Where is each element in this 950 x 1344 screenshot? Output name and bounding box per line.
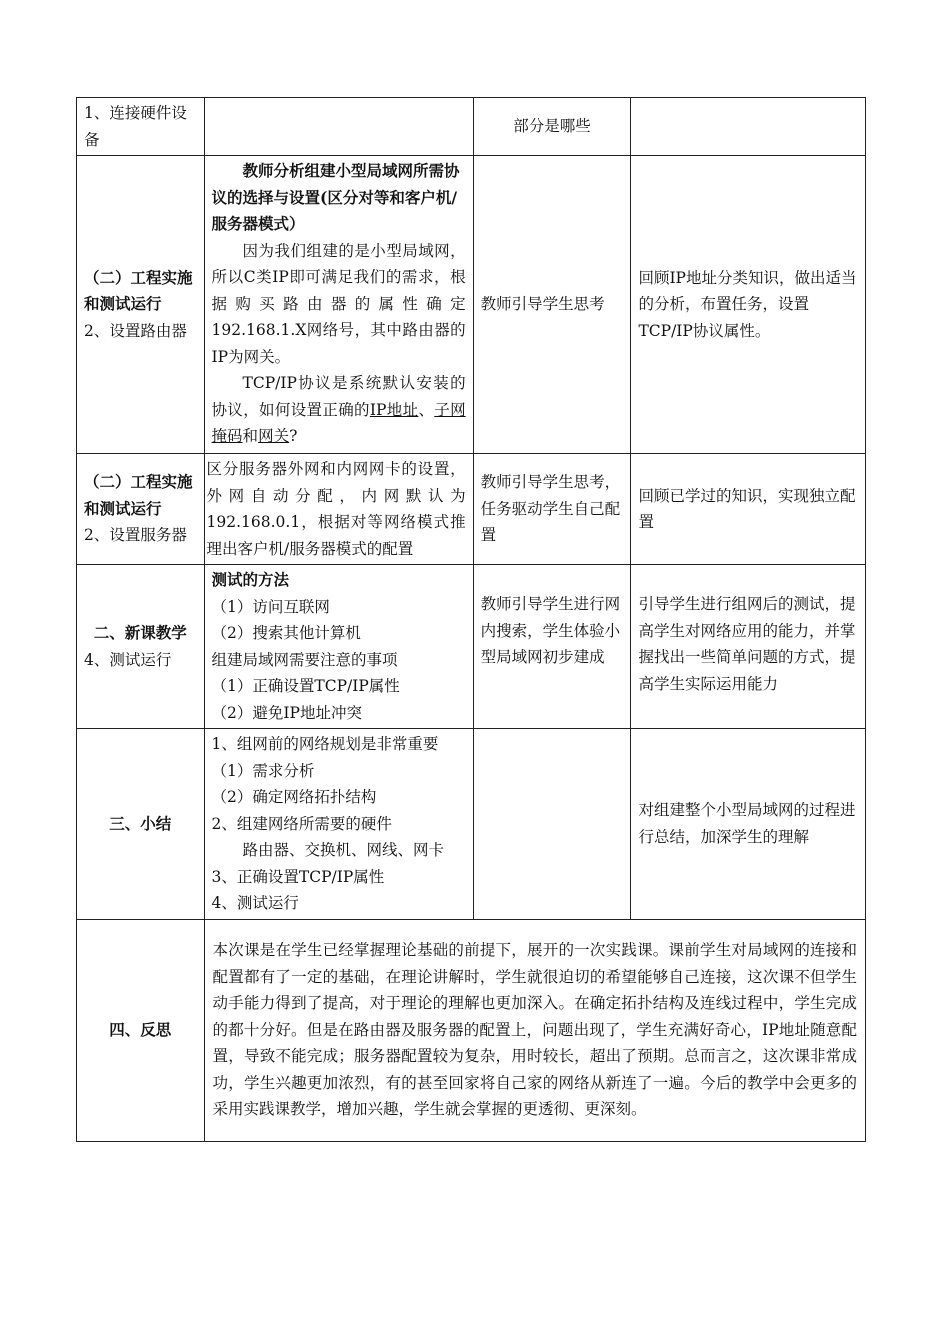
cell-purpose — [631, 565, 866, 729]
purpose-text: 回顾已学过的知识，实现独立配置 — [638, 486, 856, 531]
step-heading: 三、小结 — [109, 813, 172, 833]
content-text: 、 — [418, 400, 435, 419]
table-row — [77, 565, 866, 729]
cell-content — [204, 454, 473, 565]
cell-step — [77, 729, 205, 920]
content-line: 组建局域网需要注意的事项 — [211, 650, 398, 669]
step-heading: （二）工程实施和测试运行 — [84, 267, 193, 314]
content-line: （2）搜索其他计算机 — [211, 624, 361, 642]
content-line: 3、正确设置TCP/IP属性 — [211, 867, 385, 886]
ip-address-link[interactable]: IP地址 — [369, 400, 419, 419]
cell-teacher — [473, 565, 631, 729]
purpose-text: 对组建整个小型局域网的过程进行总结，加深学生的理解 — [638, 801, 856, 846]
cell-teacher — [473, 454, 631, 565]
cell-step — [77, 565, 205, 729]
teacher-text: 教师引导学生进行网内搜索，学生体验小型局域网初步建成 — [480, 595, 621, 666]
content-line: 4、测试运行 — [211, 894, 299, 912]
content-line: 路由器、交换机、网线、网卡 — [242, 841, 445, 859]
content-line: （1）访问互联网 — [211, 597, 330, 616]
cell-step — [77, 919, 205, 1141]
table-row — [77, 454, 866, 565]
content-line: （1）需求分析 — [211, 761, 315, 780]
cell-reflection — [204, 919, 865, 1141]
step-heading: （二）工程实施和测试运行 — [84, 472, 193, 518]
step-text: 1、连接硬件设备 — [84, 104, 187, 149]
cell-purpose — [631, 98, 866, 156]
reflection-text: 本次课是在学生已经掌握理论基础的前提下，展开的一次实践课。课前学生对局域网的连接和配置都有了一定的基础，在理论讲解时，学生就很迫切的希望能够自己连接，这次课不但学生动手能力得到了提高，对于理论的理解也更加深入。在确定拓扑结构及连线过程中，学生完成的都十分好。但是在路由器及服务器的配置上，问题出现了，学生充满好奇心，IP地址随意配置，导致不能完成；服务器配置较为复杂，用时较长，超出了预期。总而言之，这次课非常成功，学生兴趣更加浓烈，有的甚至回家将自己家的网络从新连了一遍。今后的教学中会更多的采用实践课教学，增加兴趣，学生就会掌握的更透彻、更深刻。 — [212, 941, 857, 1119]
step-text: 2、设置路由器 — [84, 321, 187, 340]
cell-content — [204, 98, 473, 156]
content-text: 和 — [242, 427, 259, 445]
content-paragraph — [212, 370, 466, 450]
table-row — [77, 729, 866, 920]
cell-purpose — [631, 729, 866, 920]
content-line: （1）正确设置TCP/IP属性 — [211, 677, 400, 695]
content-line: （2）避免IP地址冲突 — [211, 703, 362, 722]
purpose-text: 引导学生进行组网后的测试，提高学生对网络应用的能力，并掌握找出一些简单问题的方式，提高学生实际运用能力 — [638, 595, 856, 693]
table-row — [77, 156, 866, 454]
cell-step — [77, 98, 205, 156]
teacher-text: 部分是哪些 — [513, 117, 591, 136]
lesson-plan-table — [76, 97, 866, 1142]
cell-purpose — [631, 156, 866, 454]
step-heading: 二、新课教学 — [93, 623, 187, 642]
gateway-link[interactable]: 网关 — [258, 427, 290, 445]
content-text: 区分服务器外网和内网网卡的设置，外网自动分配，内网默认为192.168.0.1，根据对等网络模式推理出客户机/服务器模式的配置 — [206, 460, 466, 558]
cell-teacher — [473, 98, 631, 156]
cell-teacher — [473, 156, 631, 454]
teacher-text: 教师引导学生思考 — [480, 295, 605, 314]
content-text: TCP/IP协议是系统默认安装的协议，如何设置正确的 — [211, 374, 466, 419]
cell-content — [204, 565, 473, 729]
cell-step — [77, 454, 205, 565]
content-heading: 教师分析组建小型局域网所需协议的选择与设置(区分对等和客户机/服务器模式） — [211, 161, 460, 233]
content-line: 1、组网前的网络规划是非常重要 — [211, 735, 439, 753]
cell-content — [204, 156, 473, 454]
table-row — [77, 98, 866, 156]
content-heading: 测试的方法 — [211, 570, 290, 589]
step-heading: 四、反思 — [109, 1019, 172, 1039]
subnet-mask-link[interactable]: 子网掩码 — [211, 400, 466, 445]
cell-teacher — [473, 729, 631, 920]
content-line: 2、组建网络所需要的硬件 — [211, 814, 392, 833]
step-text: 2、设置服务器 — [84, 526, 187, 545]
purpose-text: 回顾IP地址分类知识，做出适当的分析，布置任务，设置TCP/IP协议属性。 — [638, 268, 857, 340]
content-text: ? — [289, 427, 298, 445]
table-row — [77, 919, 866, 1141]
cell-step — [77, 156, 205, 454]
step-text: 4、测试运行 — [84, 650, 172, 669]
content-paragraph: 因为我们组建的是小型局域网，所以C类IP即可满足我们的需求，根据购买路由器的属性确定192.168.1.X网络号，其中路由器的IP为网关。 — [211, 241, 466, 366]
teacher-text: 教师引导学生思考，任务驱动学生自己配置 — [480, 473, 621, 545]
content-line: （2）确定网络拓扑结构 — [211, 788, 377, 806]
cell-purpose — [631, 454, 866, 565]
cell-content — [204, 729, 473, 920]
